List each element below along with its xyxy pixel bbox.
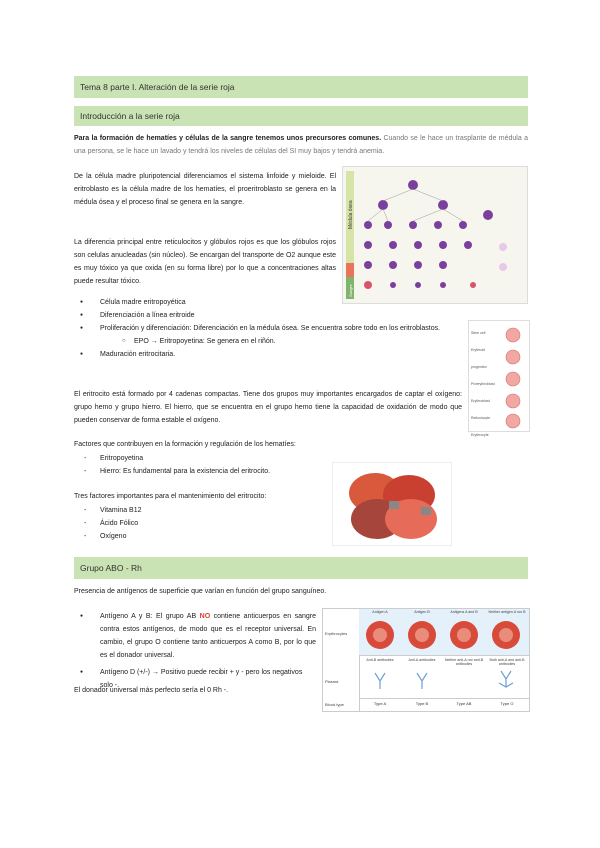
list-item: - Hierro: Es fundamental para la existencia del eritrocito.	[74, 465, 324, 478]
type-cell: Type A	[373, 701, 387, 706]
list-item: ● Célula madre eritropoyética	[74, 296, 462, 309]
factores-list	[74, 452, 324, 478]
list-item: - Eritropoyetina	[74, 452, 324, 465]
abo-list	[74, 610, 316, 692]
list-item: - Oxígeno	[74, 530, 274, 543]
row-label: Plasma	[325, 679, 339, 684]
intro-paragraph-1	[74, 132, 528, 158]
list-item: ● Proliferación y diferenciación: Diferenciación en la médula ósea. Se encuentra sobre todo en los eritroblastos.	[74, 322, 462, 335]
hematopoiesis-diagram	[343, 167, 527, 303]
list-item: - Ácido Fólico	[74, 517, 274, 530]
col-header: Antigen B	[414, 610, 430, 614]
hemoglobin-figure	[332, 462, 452, 546]
side-label-2: Sangre	[348, 284, 353, 297]
no-highlight: NO	[199, 613, 211, 620]
list-item: - Vitamina B12	[74, 504, 274, 517]
col-header: Neither antigen A nor B	[488, 610, 526, 614]
intro-paragraph-3: La diferencia principal entre reticulocitos y glóbulos rojos es que los glóbulos rojos son celulas anucleadas (sin núcleo). Se encargan del transporte de O2 aunque este es muy tóxico ya que oxida (en su forma libre) por lo que a concentraciones altas puede resultar tóxico.	[74, 239, 336, 285]
list-item: ● Diferenciación a línea eritroide	[74, 309, 462, 322]
intro-gray: Cuando se le hace un trasplante de médula a una persona, se le hace un lavado y tendrá los niveles de células del SI muy bajos y tendrá anemia.	[74, 135, 528, 155]
plasma-cell: Anti-B antibodies	[366, 658, 394, 662]
abo-paragraph-1: Presencia de antígenos de superficie que varían en función del grupo sanguíneo.	[74, 588, 327, 595]
col-header: Antigens A and B	[450, 610, 478, 614]
intro-paragraph-4: El eritrocito está formado por 4 cadenas compactas. Tiene dos grupos muy importantes encargados de captar el oxígeno: grupo hemo y grupo hierro. El hierro, que se encuentra en el grupo hemo tiene la capacidad de oxidación de modo que pueden conservar de forma estable el oxígeno.	[74, 391, 462, 424]
intro-bold: Para la formación de hematíes y células de la sangre tenemos unos precursores comunes.	[74, 135, 382, 142]
section-title: Grupo ABO - Rh	[80, 563, 142, 573]
intro-list	[74, 296, 462, 361]
row-label: Erythrocytes	[325, 631, 348, 636]
list-sub-item: ○ EPO → Eritropoyetina: Se genera en el riñón.	[74, 335, 462, 348]
type-cell: Type B	[415, 701, 429, 706]
erythropoiesis-flow-figure	[468, 320, 530, 437]
flow-step: Erythrocyte	[471, 433, 489, 437]
plasma-cell: Both anti-A and anti-B antibodies	[489, 658, 525, 666]
flow-step: Reticulocyte	[471, 416, 491, 420]
row-label: Blood type	[325, 702, 344, 707]
factores-title: Factores que contribuyen en la formación y regulación de los hematíes:	[74, 441, 296, 448]
type-cell: Type O	[500, 701, 514, 706]
intro-paragraph-2: De la célula madre pluripotencial diferenciamos el sistema linfoide y mieloide. El eritroblasto es la célula madre de los hematíes, el proeritroblasto se genera en la médula ósea y el proceso final se genera en la sangre.	[74, 173, 336, 206]
flow-step: Erythroblast	[471, 399, 490, 403]
side-label: Médula ósea	[348, 200, 354, 229]
plasma-cell: Anti-A antibodies	[408, 658, 436, 662]
list-item: ● Antígeno A y B: El grupo AB NO contiene anticuerpos en sangre contra estos antígenos, de modo que es el receptor universal. En cambio, el grupo O contiene tanto anticuerpos A como B, por lo que es el donador universal.	[74, 610, 316, 662]
flow-step: Stem cell	[471, 331, 486, 335]
flow-cells	[469, 321, 529, 431]
col-header: Antigen A	[372, 610, 388, 614]
type-cell: Type AB	[456, 701, 472, 706]
title-bar	[74, 76, 528, 98]
tres-list	[74, 504, 274, 543]
list-item: ● Maduración eritrocitaria.	[74, 348, 462, 361]
hemoglobin-illustration	[333, 463, 451, 545]
page-title: Tema 8 parte I. Alteración de la serie roja	[80, 82, 235, 92]
hematopoiesis-figure	[342, 166, 528, 304]
list-item: ● Antígeno D (+/-) → Positivo puede recibir + y - pero los negativos solo -.	[74, 666, 316, 692]
abo-table-figure	[322, 608, 530, 712]
section-header-abo	[74, 557, 528, 579]
abo-paragraph-2: El donador universal más perfecto sería el 0 Rh -.	[74, 687, 229, 694]
section-title: Introducción a la serie roja	[80, 111, 180, 121]
section-header-intro	[74, 106, 528, 126]
flow-step: Proerythroblast	[471, 382, 495, 386]
flow-step: Erythroid progenitor	[471, 348, 487, 369]
tres-title: Tres factores importantes para el mantenimiento del eritrocito:	[74, 493, 267, 500]
plasma-cell: Neither anti-A nor anti-B antibodies	[444, 658, 484, 666]
